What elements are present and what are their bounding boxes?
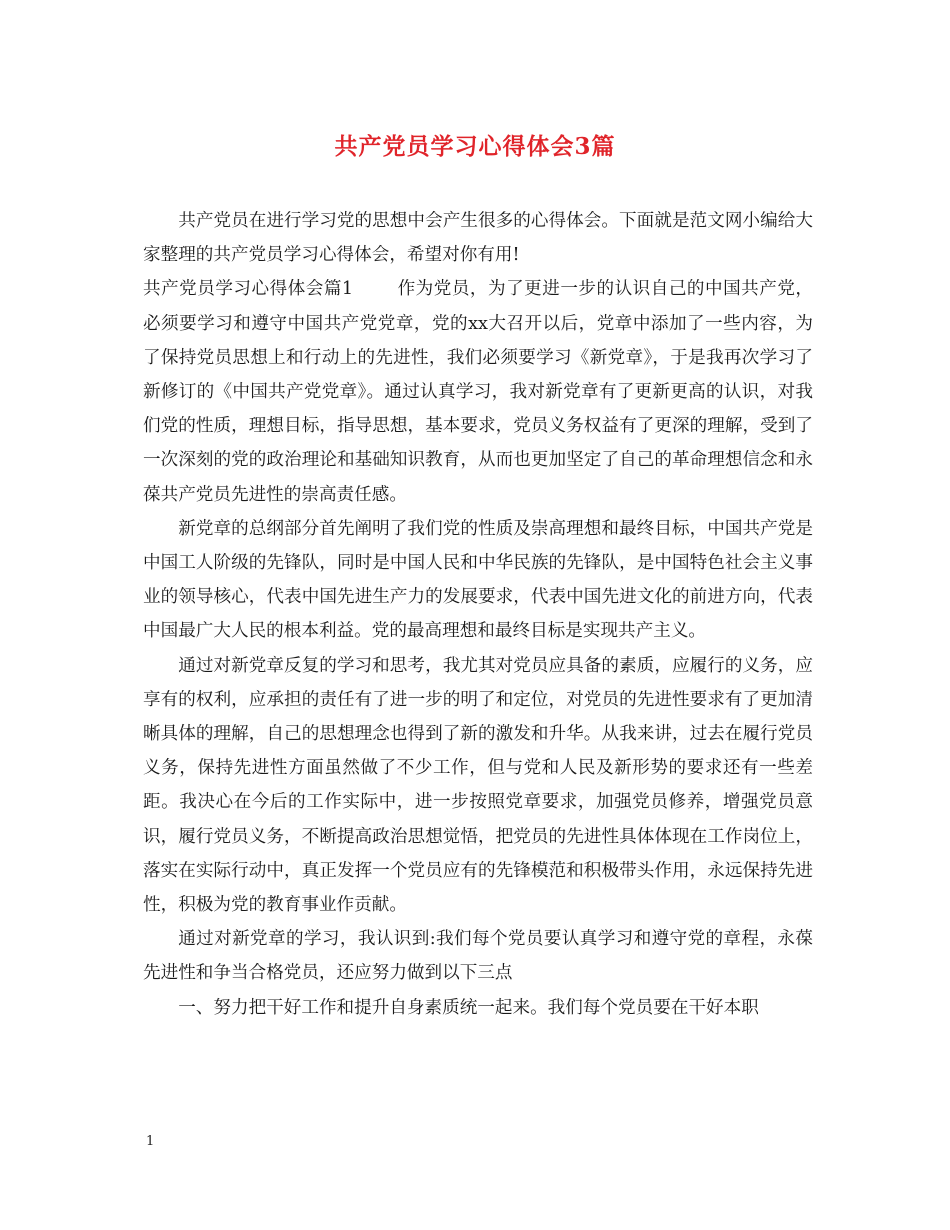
page-number: 1 xyxy=(146,1134,155,1149)
paragraph-5: 一、努力把干好工作和提升自身素质统一起来。我们每个党员要在干好本职 xyxy=(178,997,759,1018)
section1-paragraph xyxy=(143,272,813,511)
document-body xyxy=(143,204,813,1025)
section1-heading: 共产党员学习心得体会篇1 xyxy=(143,279,354,300)
paragraph-2: 新党章的总纲部分首先阐明了我们党的性质及崇高理想和最终目标，中国共产党是中国工人阶级的先锋队，同时是中国人民和中华民族的先锋队，是中国特色社会主义事业的领导核心，代表中国先进生产力的发展要求，代表中国先进文化的前进方向，代表中国最广大人民的根本利益。党的最高理想和最终目标是实现共产主义。 xyxy=(143,518,813,642)
paragraph-4: 通过对新党章的学习，我认识到:我们每个党员要认真学习和遵守党的章程，永葆先进性和争当合格党员，还应努力做到以下三点 xyxy=(143,929,813,984)
page-title: 共产党员学习心得体会3篇 xyxy=(334,133,616,160)
paragraph-3: 通过对新党章反复的学习和思考，我尤其对党员应具备的素质，应履行的义务，应享有的权利，应承担的责任有了进一步的明了和定位，对党员的先进性要求有了更加清晰具体的理解，自己的思想理念也得到了新的激发和升华。从我来讲，过去在履行党员义务，保持先进性方面虽然做了不少工作，但与党和人民及新形势的要求还有一些差距。我决心在今后的工作实际中，进一步按照党章要求，加强党员修养，增强党员意识，履行党员义务，不断提高政治思想觉悟，把党员的先进性具体体现在工作岗位上，落实在实际行动中，真正发挥一个党员应有的先锋模范和积极带头作用，永远保持先进性，积极为党的教育事业作贡献。 xyxy=(143,655,813,916)
intro-paragraph: 共产党员在进行学习党的思想中会产生很多的心得体会。下面就是范文网小编给大家整理的共产党员学习心得体会，希望对你有用! xyxy=(143,211,813,266)
section1-text: 作为党员，为了更进一步的认识自己的中国共产党，必须要学习和遵守中国共产党党章，党的xx大召开以后，党章中添加了一些内容，为了保持党员思想上和行动上的先进性，我们必须要学习《新党章》，于是我再次学习了新修订的《中国共产党党章》。通过认真学习，我对新党章有了更新更高的认识，对我们党的性质，理想目标，指导思想，基本要求，党员义务权益有了更深的理解，受到了一次深刻的党的政治理论和基础知识教育，从而也更加坚定了自己的革命理想信念和永葆共产党员先进性的崇高责任感。 xyxy=(143,279,813,505)
